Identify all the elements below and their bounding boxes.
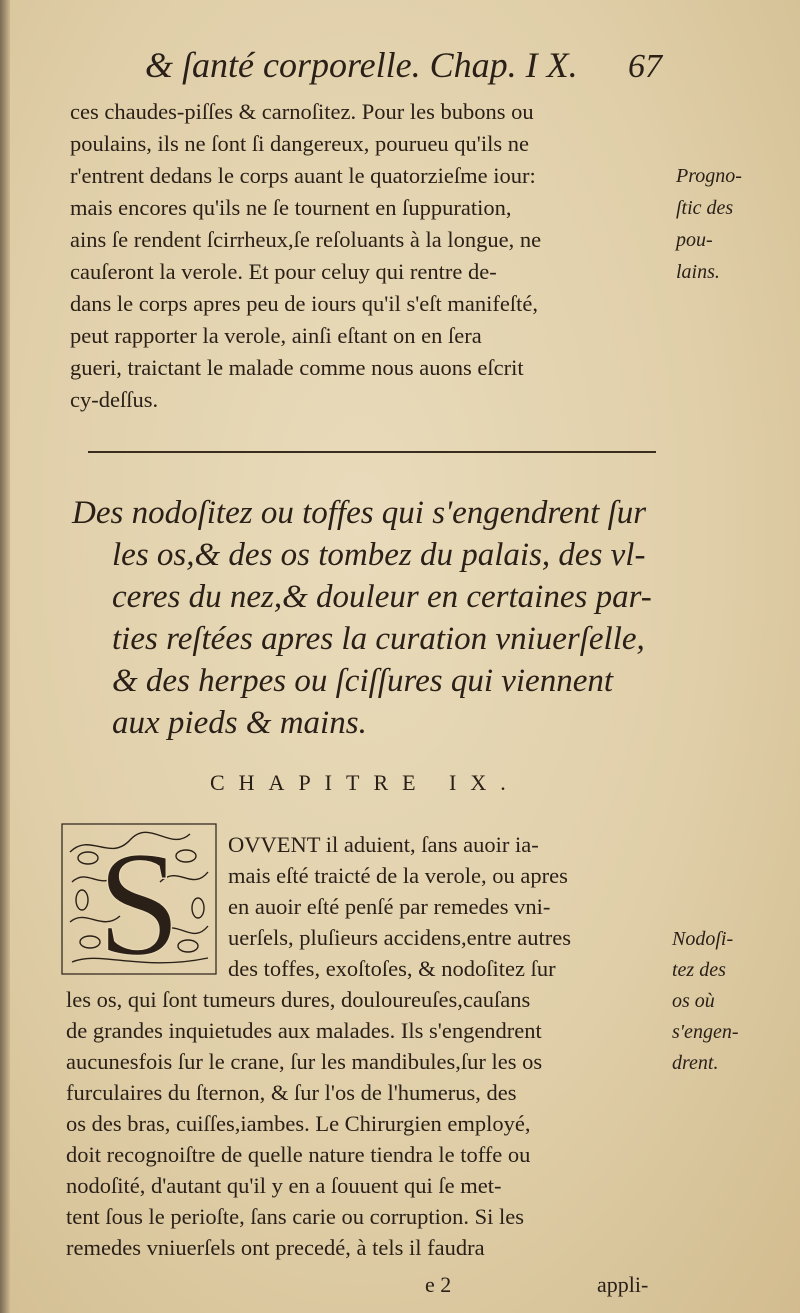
text-line: nodoſité, d'autant qu'il y en a ſouuent qui ſe met- <box>66 1173 502 1198</box>
page-number: 67 <box>628 48 662 85</box>
text-line: les os, qui ſont tumeurs dures, douloureuſes,cauſans <box>66 987 531 1012</box>
catchword: appli- <box>597 1272 649 1297</box>
signature-mark: e 2 <box>425 1272 452 1297</box>
running-title: & ſanté corporelle. Chap. I X. <box>145 45 578 85</box>
floral-ornament-icon <box>60 822 218 976</box>
text-line: aucunesfois ſur le crane, ſur les mandibules,ſur les os <box>66 1049 543 1074</box>
text-line: mais eſté traicté de la verole, ou apres <box>228 863 568 888</box>
chapter-heading: CHAPITRE IX. <box>210 770 520 795</box>
text-line: uerſels, pluſieurs accidens,entre autres <box>228 925 571 950</box>
text-line: os des bras, cuiſſes,iambes. Le Chirurgien employé, <box>66 1111 531 1136</box>
dropcap-letter: S <box>97 822 181 976</box>
text-line: furculaires du ſternon, & ſur l'os de l'humerus, des <box>66 1080 517 1105</box>
text-line: doit recognoiſtre de quelle nature tiendra le toffe ou <box>66 1142 531 1167</box>
text-line: ces chaudes-piſſes & carnoſitez. Pour les bubons ou <box>70 99 534 124</box>
text-line: peut rapporter la verole, ainſi eſtant on en ſera <box>70 323 482 348</box>
text-line: tent ſous le perioſte, ſans carie ou corruption. Si les <box>66 1204 525 1229</box>
text-line: poulains, ils ne ſont ſi dangereux, pourueu qu'ils ne <box>70 131 529 156</box>
page-gutter <box>0 0 10 1313</box>
text-line: cy-deſſus. <box>70 387 159 412</box>
text-line: gueri, traictant le malade comme nous auons eſcrit <box>70 355 524 380</box>
text-line: des toffes, exoſtoſes, & nodoſitez ſur <box>228 956 556 981</box>
text-line: de grandes inquietudes aux malades. Ils s'engendrent <box>66 1018 542 1043</box>
book-page: & ſanté corporelle. Chap. I X. 67 ces chaudes-piſſes & carnoſitez. Pour les bubons ou poulains, ils ne ſont ſi dangereux, pourueu qu'ils ne r'entrent dedans le corps auant le quatorzieſme iour: mais encores qu'ils ne ſe tournent en ſuppuration, ains ſe rendent ſcirrheux,ſe reſoluants à la longue, ne cauſeront la verole. Et pour celuy qui rentre de- dans le corps apres peu de iours qu'il s'eſt manifeſté, peut rapporter la verole, ainſi eſtant on en ſera gueri, traictant le malade comme nous auons eſcrit cy-deſſus. Progno- ſtic des pou- lains. Des nodoſitez ou toffes qui s'engendrent ſur les os,& des os tombez du palais, des vl- ceres du nez,& douleur en certaines par- ties reſtées apres la curation vniuerſelle, & des herpes ou ſciſſures qui viennent aux pieds & mains. CHAPITRE IX. S OVVENT il aduient, ſans auoir ia- mais eſté traicté de la verole, ou apres en auoir eſté penſé par remedes vni- uerſels, pluſieurs accidens,entre autres des toffes, exoſtoſes, & nodoſitez ſur les os, qui ſont tumeurs dures, douloureuſes,cauſans de grandes inquietudes aux malades. Ils s'engendrent aucunesfois ſur le crane, ſur les mandibules,ſur les os furculaires du ſternon, & ſur l'os de l'humerus, des os des bras, cuiſſes,iambes. Le Chirurgien employé, doit recognoiſtre de quelle nature tiendra le toffe ou nodoſité, d'autant qu'il y en a ſouuent qui ſe met- tent ſous le perioſte, ſans carie ou corruption. Si les remedes vniuerſels ont precedé, à tels il faudra Nodoſi- tez des os où s'engen- drent. e 2 appli- <box>0 0 800 1313</box>
text-line: cauſeront la verole. Et pour celuy qui rentre de- <box>70 259 497 284</box>
text-line: dans le corps apres peu de iours qu'il s'eſt manifeſté, <box>70 291 538 316</box>
text-line: mais encores qu'ils ne ſe tournent en ſuppuration, <box>70 195 512 220</box>
text-line: en auoir eſté penſé par remedes vni- <box>228 894 551 919</box>
text-line: OVVENT il aduient, ſans auoir ia- <box>228 832 539 857</box>
text-line: ains ſe rendent ſcirrheux,ſe reſoluants à la longue, ne <box>70 227 542 252</box>
dropcap-ornament <box>60 822 218 976</box>
section-rule <box>88 451 656 453</box>
text-line: r'entrent dedans le corps auant le quatorzieſme iour: <box>70 163 536 188</box>
text-line: remedes vniuerſels ont precedé, à tels il faudra <box>66 1235 485 1260</box>
